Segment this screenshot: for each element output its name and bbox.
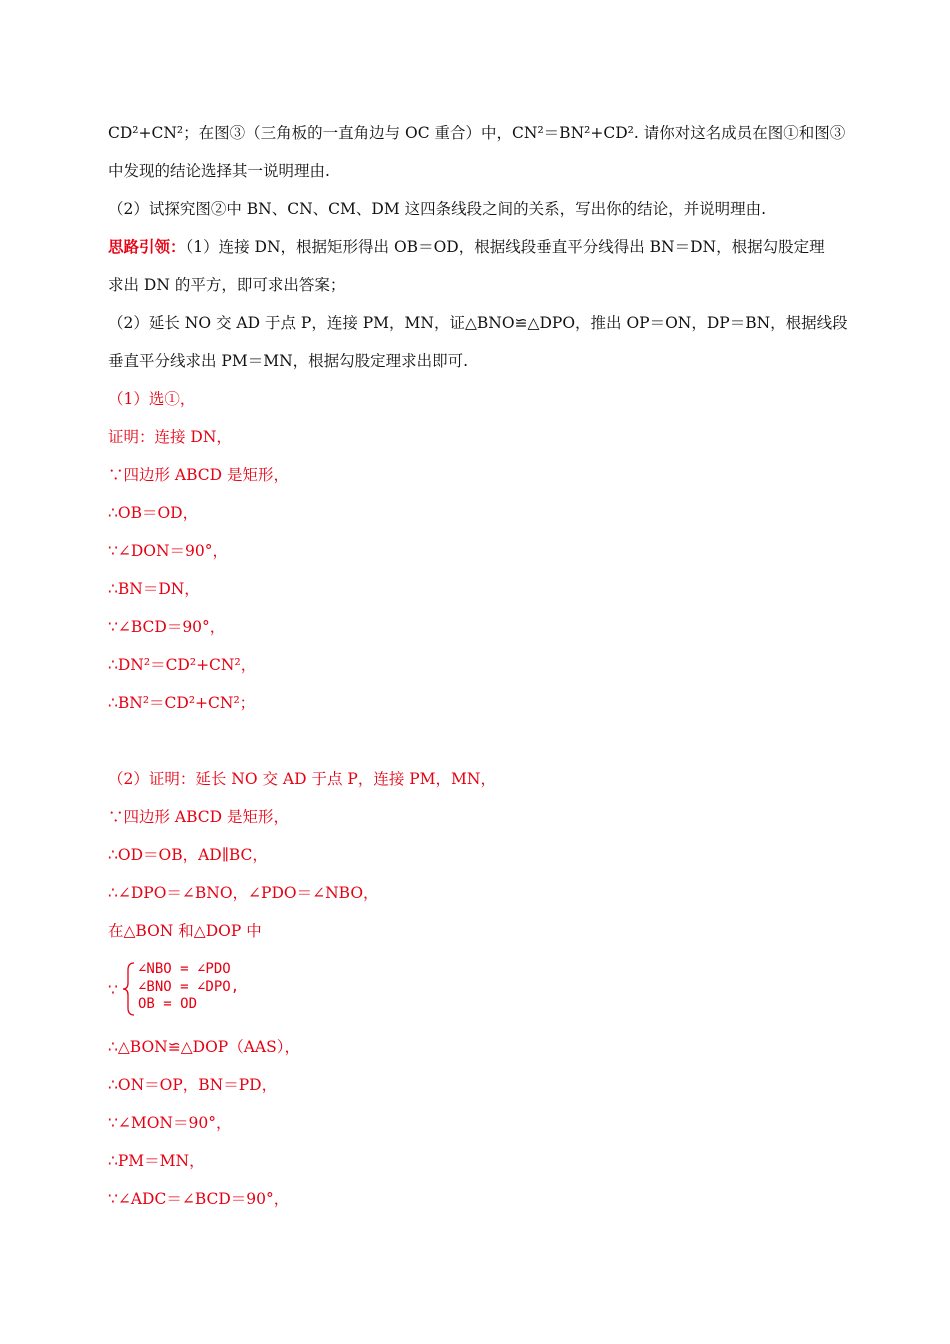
hint-line: （2）延长 NO 交 AD 于点 P，连接 PM，MN，证△BNO≌△DPO，推出 OP＝ON，DP＝BN，根据线段 bbox=[108, 314, 848, 332]
hint-line: 求出 DN 的平方，即可求出答案； bbox=[108, 276, 346, 294]
solution-line: ∴BN＝DN， bbox=[108, 580, 200, 598]
system-row: ∠NBO = ∠PDO bbox=[138, 961, 231, 977]
solution-line: ∴BN²＝CD²+CN²； bbox=[108, 694, 256, 712]
system-row: OB = OD bbox=[138, 996, 198, 1012]
solution-line: ∴OD＝OB，AD∥BC， bbox=[108, 846, 268, 864]
system-row: ∠BNO = ∠DPO, bbox=[138, 978, 240, 995]
solution-line: 证明：连接 DN， bbox=[108, 428, 232, 446]
solution-line: ∴∠DPO＝∠BNO，∠PDO＝∠NBO， bbox=[108, 884, 379, 902]
solution-line: （2）证明：延长 NO 交 AD 于点 P，连接 PM，MN， bbox=[108, 770, 496, 788]
solution-line: ∴DN²＝CD²+CN²， bbox=[108, 656, 257, 674]
hint-line: 垂直平分线求出 PM＝MN，根据勾股定理求出即可. bbox=[108, 352, 469, 370]
hint-label: 思路引领： bbox=[108, 237, 186, 256]
solution-line: ∴PM＝MN， bbox=[108, 1152, 205, 1170]
solution-line: ∴OB＝OD， bbox=[108, 504, 199, 522]
solution-line: ∴△BON≌△DOP（AAS）， bbox=[108, 1038, 300, 1056]
solution-line: ∵四边形 ABCD 是矩形， bbox=[108, 466, 290, 484]
hint-line bbox=[108, 236, 864, 258]
solution-line: （1）选①， bbox=[108, 390, 196, 408]
system-rows bbox=[138, 961, 239, 1014]
solution-line: ∵∠DON＝90°， bbox=[108, 542, 229, 560]
solution-line: ∴ON＝OP，BN＝PD， bbox=[108, 1076, 278, 1094]
solution-line: ∵四边形 ABCD 是矩形， bbox=[108, 808, 290, 826]
problem-text-line: CD²+CN²；在图③（三角板的一直角边与 OC 重合）中，CN²＝BN²+CD². 请你对这名成员在图①和图③ bbox=[108, 124, 846, 142]
problem-text-line: 中发现的结论选择其一说明理由. bbox=[108, 162, 330, 180]
solution-line: ∵∠MON＝90°， bbox=[108, 1114, 232, 1132]
because-symbol: ∵ bbox=[108, 981, 118, 999]
solution-line: 在△BON 和△DOP 中 bbox=[108, 922, 262, 940]
problem-text-line: （2）试探究图②中 BN、CN、CM、DM 这四条线段之间的关系，写出你的结论，并说明理由. bbox=[108, 200, 767, 218]
equation-system bbox=[108, 960, 408, 1018]
solution-line: ∵∠ADC＝∠BCD＝90°， bbox=[108, 1190, 290, 1208]
hint-text: （1）连接 DN，根据矩形得出 OB＝OD，根据线段垂直平分线得出 BN＝DN，根据勾股定理 bbox=[185, 238, 825, 256]
left-brace-icon bbox=[122, 962, 136, 1016]
solution-line: ∵∠BCD＝90°， bbox=[108, 618, 226, 636]
